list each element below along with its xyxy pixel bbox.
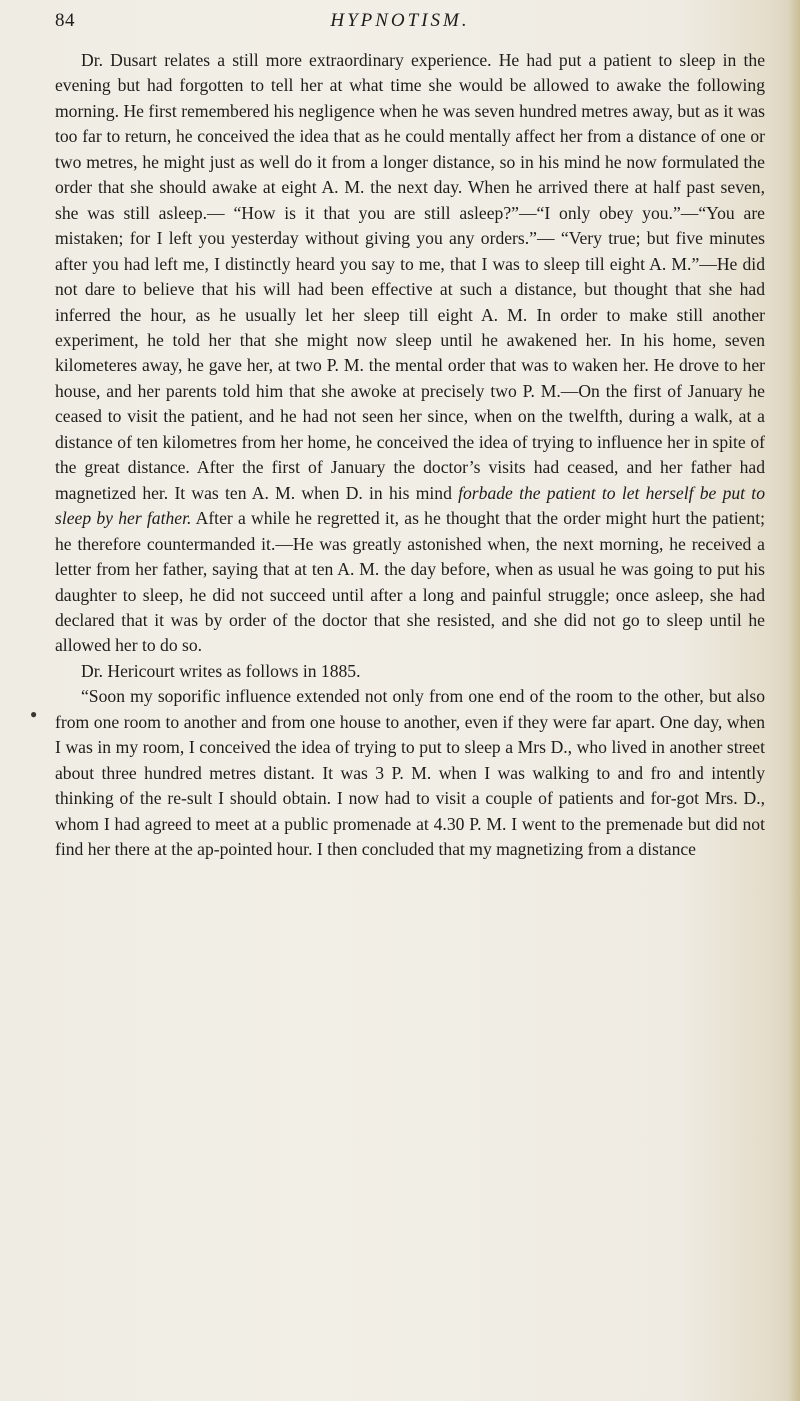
- paragraph-dusart-text-start: Dr. Dusart relates a still more extraordinary experience. He had put a patient to sleep in the evening but had forgotten to tell her at what time she would be allowed to awake the following morning. He first remembered his negligence when he was seven hundred metres away, but as it was too far to return, he conceived the idea that as he could mentally affect her from a distance of one or two metres, he might just as well do it from a longer distance, so in his mind he now formulated the order that she should awake at eight A. M. the next day. When he arrived there at half past seven, she was still asleep.— “How is it that you are still asleep?”—“I only obey you.”—“You are mistaken; for I left you yesterday without giving you any orders.”— “Very true; but five minutes after you had left me, I distinctly heard you say to me, that I was to sleep till eight A. M.”—He did not dare to believe that his will had been effective at such a distance, but thought that she had inferred the hour, as he usually let her sleep till eight A. M. In order to make still another experiment, he told her that she might now sleep until he awakened her. In his home, seven kilometeres away, he gave her, at two P. M. the mental order that was to waken her. He drove to her house, and her parents told him that she awoke at precisely two P. M.—On the first of January he ceased to visit the patient, and he had not seen her since, when on the twelfth, during a walk, at a distance of ten kilometres from her home, he conceived the idea of trying to influence her in spite of the great distance. After the first of January the doctor’s visits had ceased, and her father had magnetized her. It was ten A. M. when D. in his mind: [55, 50, 765, 503]
- paragraph-hericourt-quote: “Soon my soporific influence extended not only from one end of the room to the other, but also from one room to another and from one house to another, even if they were far apart. One day, when I was in my room, I conceived the idea of trying to put to sleep a Mrs D., who lived in another street about three hundred metres distant. It was 3 P. M. when I was walking to and fro and intently thinking of the re-sult I should obtain. I now had to visit a couple of patients and for-got Mrs. D., whom I had agreed to meet at a public promenade at 4.30 P. M. I went to the premenade but did not find her there at the ap-pointed hour. I then concluded that my magnetizing from a distance: [55, 686, 765, 860]
- running-head: HYPNOTISM.: [330, 10, 470, 31]
- paragraph-hericourt-intro: Dr. Hericourt writes as follows in 1885.: [81, 660, 361, 681]
- margin-mark: ●: [30, 707, 38, 721]
- paragraph-dusart-text-end: After a while he regretted it, as he thought that the order might hurt the patient; he therefore countermanded it.—He was greatly astonished when, the next morning, he received a letter from her father, saying that at ten A. M. the day before, when as usual he was going to put his daughter to sleep, he did not succeed until after a long and painful struggle; once asleep, she had declared that it was by order of the doctor that she resisted, and she did not go to sleep until he allowed her to do so.: [55, 508, 765, 656]
- page-number: 84: [55, 10, 75, 31]
- paragraph-dusart: [55, 48, 765, 659]
- italic-order-text: forbade the patient to let herself be put to sleep by her father.: [55, 482, 765, 529]
- body-text: [55, 48, 765, 863]
- page-header: [0, 4, 800, 44]
- page-edge-shadow: [788, 0, 800, 1401]
